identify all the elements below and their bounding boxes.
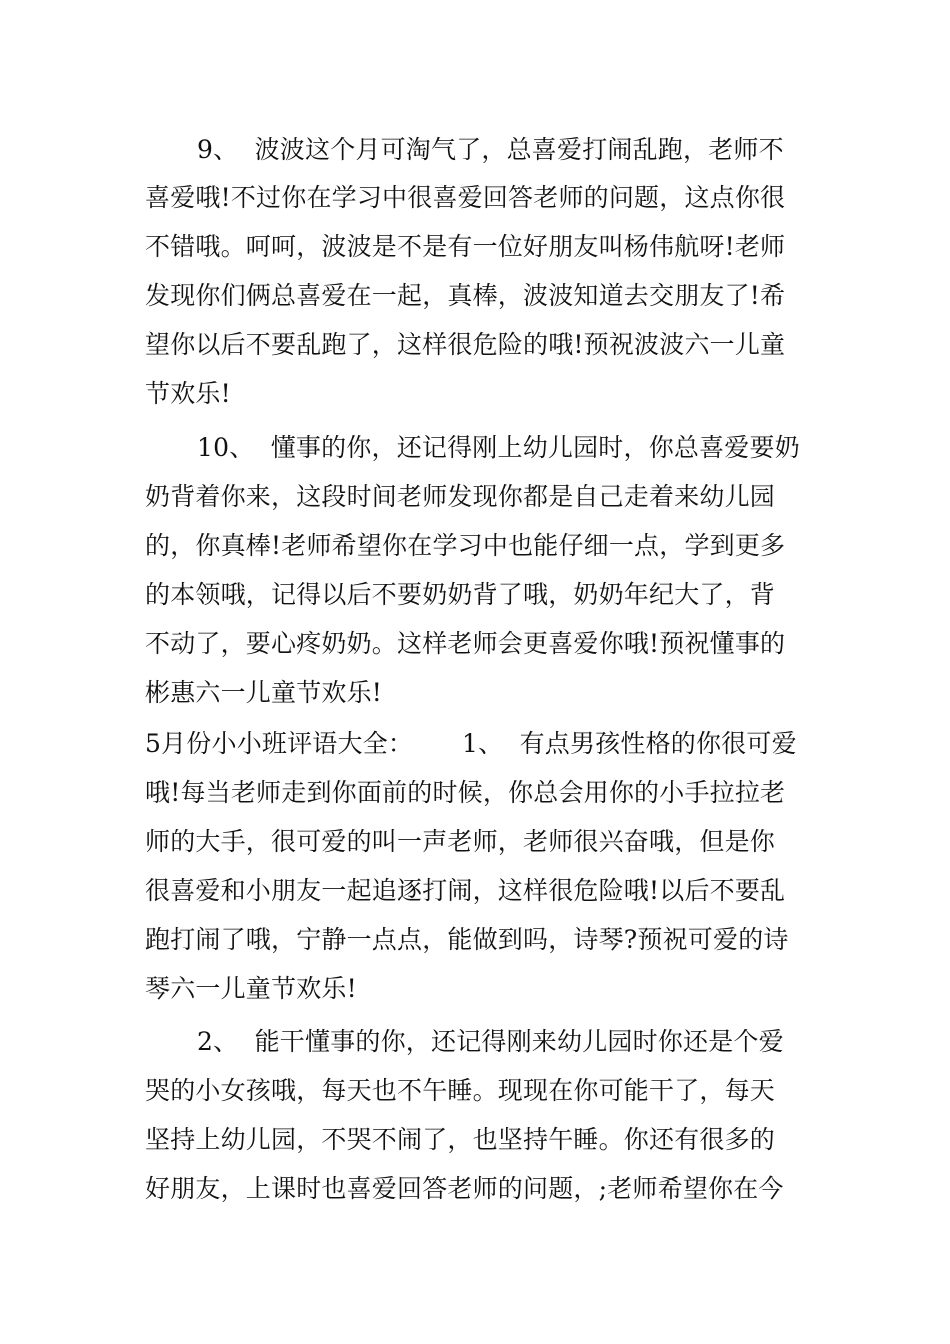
text-line: 2、 能干懂事的你，还记得刚来幼儿园时你还是个爱 [197,1027,784,1056]
text-line: 5月份小小班评语大全： 1、 有点男孩性格的你很可爱 [145,729,797,758]
text-line: 节欢乐! [145,379,231,408]
text-line: 喜爱哦!不过你在学习中很喜爱回答老师的问题，这点你很 [145,183,786,212]
text-line: 10、 懂事的你，还记得刚上幼儿园时，你总喜爱要奶 [197,433,800,462]
text-line: 哦!每当老师走到你面前的时候，你总会用你的小手拉拉老 [145,778,786,807]
text-line: 坚持上幼儿园，不哭不闹了，也坚持午睡。你还有很多的 [145,1125,776,1154]
text-line: 彬惠六一儿童节欢乐! [145,678,383,707]
text-line: 不错哦。呵呵，波波是不是有一位好朋友叫杨伟航呀!老师 [145,232,786,261]
text-line: 发现你们俩总喜爱在一起，真棒，波波知道去交朋友了!希 [145,281,786,310]
text-line: 师的大手，很可爱的叫一声老师，老师很兴奋哦，但是你 [145,827,776,856]
text-line: 的，你真棒!老师希望你在学习中也能仔细一点，学到更多 [145,531,786,560]
text-line: 哭的小女孩哦，每天也不午睡。现现在你可能干了，每天 [145,1076,776,1105]
text-line: 奶背着你来，这段时间老师发现你都是自己走着来幼儿园 [145,482,776,511]
text-line: 的本领哦，记得以后不要奶奶背了哦，奶奶年纪大了，背 [145,580,776,609]
text-line: 琴六一儿童节欢乐! [145,974,357,1003]
text-line: 很喜爱和小朋友一起追逐打闹，这样很危险哦!以后不要乱 [145,876,786,905]
text-line: 望你以后不要乱跑了，这样很危险的哦!预祝波波六一儿童 [145,330,786,359]
text-line: 9、 波波这个月可淘气了，总喜爱打闹乱跑，老师不 [197,135,784,164]
text-line: 跑打闹了哦，宁静一点点，能做到吗，诗琴?预祝可爱的诗 [145,925,789,954]
text-line: 不动了，要心疼奶奶。这样老师会更喜爱你哦!预祝懂事的 [145,629,786,658]
text-line: 好朋友，上课时也喜爱回答老师的问题，;老师希望你在今 [145,1174,784,1203]
